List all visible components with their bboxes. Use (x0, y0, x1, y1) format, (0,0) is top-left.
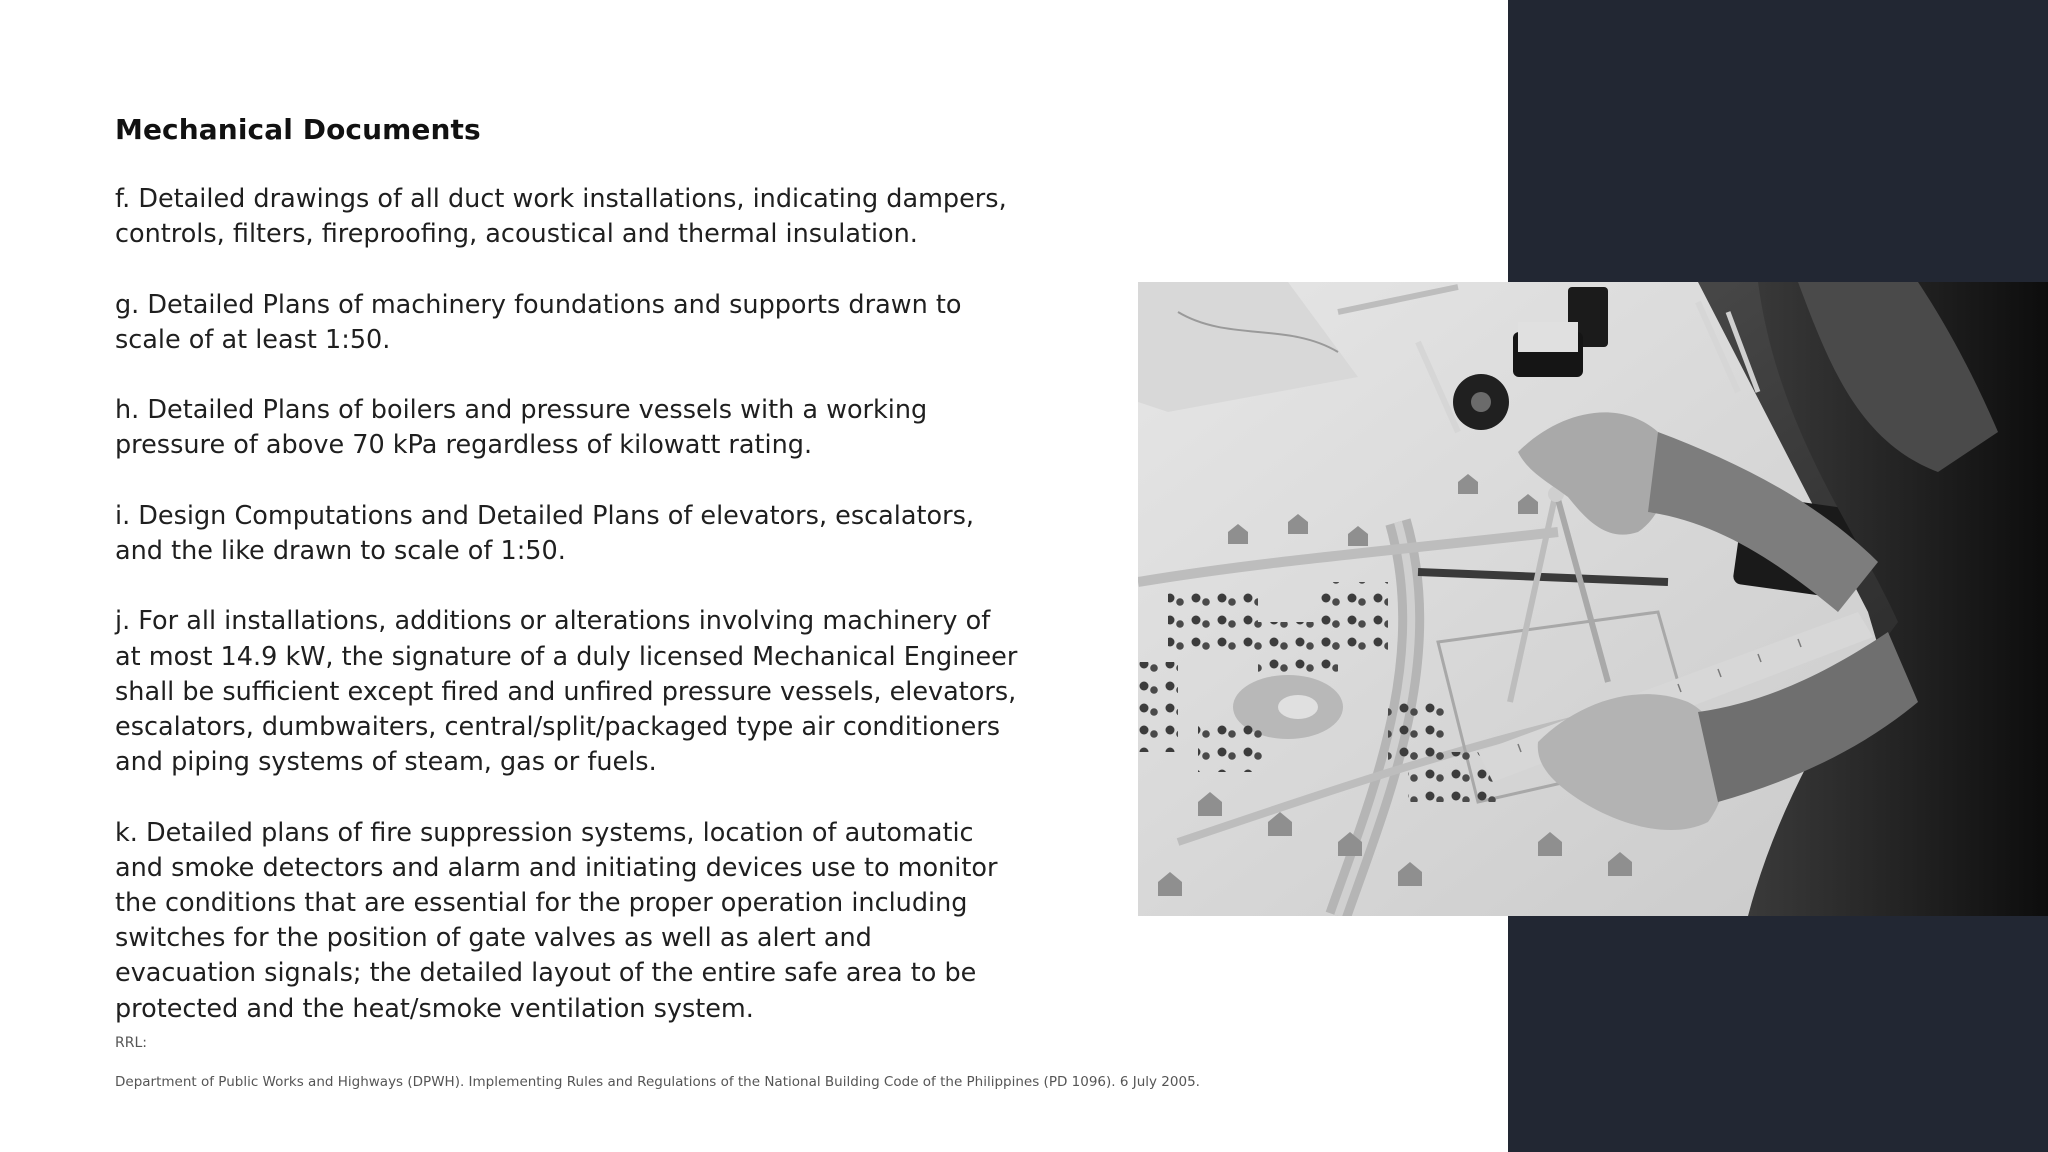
photo-illustration (1138, 282, 2048, 916)
site-plan-drafting-photo (1138, 282, 2048, 916)
item-h: h. Detailed Plans of boilers and pressure vessels with a working pressure of above 70 kPa regardless of kilowatt rating. (115, 395, 928, 461)
item-g: g. Detailed Plans of machinery foundations and supports drawn to scale of at least 1:50. (115, 289, 962, 355)
item-j: j. For all installations, additions or alterations involving machinery of at most 14.9 kW, the signature of a duly licensed Mechanical Engineer shall be sufficient except fired and unfired pressure vessels, elevators, escalators, dumbwaiters, central/split/packaged type air conditioners and piping systems of steam, gas or fuels. (115, 606, 1018, 778)
slide-title: Mechanical Documents (115, 113, 481, 146)
item-i: i. Design Computations and Detailed Plans of elevators, escalators, and the like drawn to scale of 1:50. (115, 500, 974, 566)
item-f: f. Detailed drawings of all duct work installations, indicating dampers, controls, filters, fireproofing, acoustical and thermal insulation. (115, 184, 1007, 250)
item-k: k. Detailed plans of fire suppression systems, location of automatic and smoke detectors and alarm and initiating devices use to monitor the conditions that are essential for the proper operation including switches for the position of gate valves as well as alert and evacuation signals; the detailed layout of the entire safe area to be protected and the heat/smoke ventilation system. (115, 817, 998, 1024)
rrl-label: RRL: (115, 1035, 147, 1051)
requirements-list (115, 182, 1020, 1027)
rrl-citation: Department of Public Works and Highways (DPWH). Implementing Rules and Regulations of the National Building Code of the Philippines (PD 1096). 6 July 2005. (115, 1074, 1200, 1090)
